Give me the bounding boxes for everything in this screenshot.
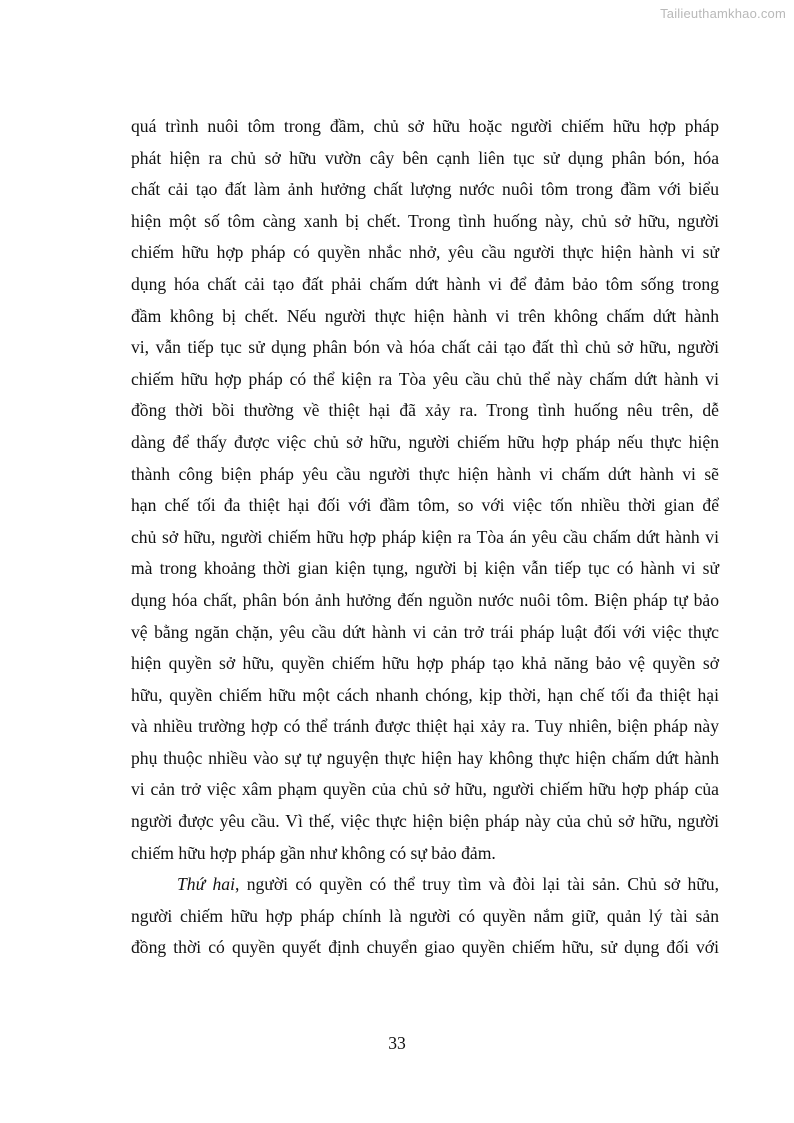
text-line: hiện quyền sở hữu, quyền chiếm hữu hợp pháp tạo khả năng bảo vệ quyền sở	[131, 653, 719, 674]
text-line: hữu, quyền chiếm hữu một cách nhanh chóng, kịp thời, hạn chế tối đa thiệt hại	[131, 684, 719, 705]
text-line: hạn chế tối đa thiệt hại đối với đầm tôm, so với việc tốn nhiều thời gian để	[131, 495, 719, 516]
text-line: chất cải tạo đất làm ảnh hưởng chất lượng nước nuôi tôm trong đầm với biểu	[131, 179, 719, 200]
text-line: chiếm hữu hợp pháp có thể kiện ra Tòa yêu cầu chủ thể này chấm dứt hành vi	[131, 368, 719, 389]
text-line: thành công biện pháp yêu cầu người thực hiện hành vi chấm dứt hành vi sẽ	[131, 463, 719, 484]
text-line: người được yêu cầu. Vì thế, việc thực hiện biện pháp này của chủ sở hữu, người	[131, 811, 719, 832]
italic-lead: Thứ hai	[177, 874, 235, 895]
text-line: người chiếm hữu hợp pháp chính là người có quyền nắm giữ, quản lý tài sản	[131, 905, 719, 926]
text-line: chiếm hữu hợp pháp gần như không có sự bảo đảm.	[131, 842, 496, 863]
text-line: và nhiều trường hợp có thể tránh được thiệt hại xảy ra. Tuy nhiên, biện pháp này	[131, 716, 719, 737]
text-line: đồng thời có quyền quyết định chuyển giao quyền chiếm hữu, sử dụng đối với	[131, 937, 719, 958]
page-number: 33	[388, 1033, 406, 1053]
text-run: , người có quyền có thể truy tìm và đòi lại tài sản. Chủ sở hữu,	[234, 874, 719, 895]
text-line: phụ thuộc nhiều vào sự tự nguyện thực hiện hay không thực hiện chấm dứt hành	[131, 747, 719, 768]
text-line: phát hiện ra chủ sở hữu vườn cây bên cạnh liên tục sử dụng phân bón, hóa	[131, 147, 719, 168]
watermark-text: Tailieuthamkhao.com	[660, 6, 786, 21]
text-line: vệ bằng ngăn chặn, yêu cầu dứt hành vi cản trở trái pháp luật đối với việc thực	[131, 621, 719, 642]
text-line: dàng để thấy được việc chủ sở hữu, người chiếm hữu hợp pháp nếu thực hiện	[131, 431, 719, 452]
text-line: dụng hóa chất, phân bón ảnh hưởng đến nguồn nước nuôi tôm. Biện pháp tự bảo	[131, 589, 719, 610]
body-text	[131, 111, 719, 964]
text-line: hiện một số tôm càng xanh bị chết. Trong tình huống này, chủ sở hữu, người	[131, 210, 719, 231]
text-line: quá trình nuôi tôm trong đầm, chủ sở hữu hoặc người chiếm hữu hợp pháp	[131, 116, 719, 136]
text-line: vi, vẫn tiếp tục sử dụng phân bón và hóa chất cải tạo đất thì chủ sở hữu, người	[131, 337, 719, 358]
text-line: vi cản trở việc xâm phạm quyền của chủ sở hữu, người chiếm hữu hợp pháp của	[131, 779, 719, 800]
text-line: mà trong khoảng thời gian kiện tụng, người bị kiện vẫn tiếp tục có hành vi sử	[131, 558, 719, 579]
text-line: chủ sở hữu, người chiếm hữu hợp pháp kiện ra Tòa án yêu cầu chấm dứt hành vi	[131, 526, 719, 547]
text-line: dụng hóa chất cải tạo đất phải chấm dứt hành vi để đảm bảo tôm sống trong	[131, 273, 719, 294]
paragraph-first-line	[131, 869, 719, 901]
text-line: chiếm hữu hợp pháp có quyền nhắc nhở, yêu cầu người thực hiện hành vi sử	[131, 242, 719, 263]
text-line: đồng thời bồi thường về thiệt hại đã xảy ra. Trong tình huống nêu trên, dễ	[131, 400, 719, 421]
text-line: đầm không bị chết. Nếu người thực hiện hành vi trên không chấm dứt hành	[131, 305, 719, 326]
